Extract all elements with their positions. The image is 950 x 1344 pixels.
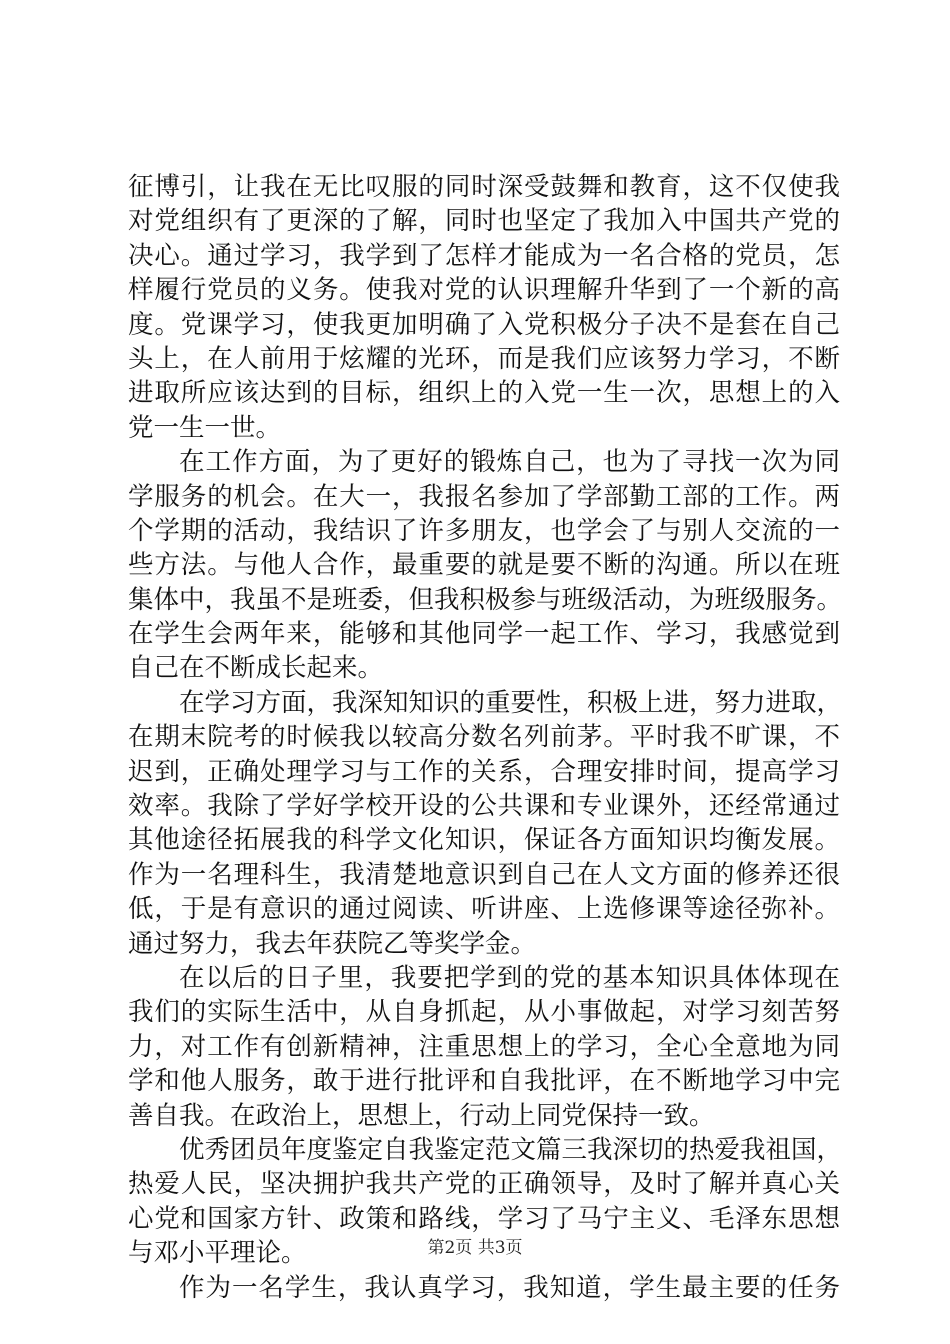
text-line: 征博引，让我在无比叹服的同时深受鼓舞和教育，这不仅使我 bbox=[128, 172, 840, 202]
text-line: 进取所应该达到的目标，组织上的入党一生一次，思想上的入 bbox=[128, 378, 840, 409]
text-line: 在学生会两年来，能够和其他同学一起工作、学习，我感觉到 bbox=[128, 619, 840, 650]
text-line: 低，于是有意识的通过阅读、听讲座、上选修课等途径弥补。 bbox=[128, 894, 840, 925]
text-line: 集体中，我虽不是班委，但我积极参与班级活动，为班级服务。 bbox=[128, 584, 843, 615]
text-line: 在期末院考的时候我以较高分数名列前茅。平时我不旷课，不 bbox=[128, 722, 840, 753]
text-line: 优秀团员年度鉴定自我鉴定范文篇三我深切的热爱我祖国， bbox=[179, 1134, 843, 1165]
document-body bbox=[128, 170, 843, 1305]
text-line: 作为一名学生，我认真学习，我知道，学生最主要的任务 bbox=[179, 1272, 840, 1303]
text-line: 样履行党员的义务。使我对党的认识理解升华到了一个新的高 bbox=[128, 275, 840, 306]
text-line: 学和他人服务，敢于进行批评和自我批评，在不断地学习中完 bbox=[128, 1066, 840, 1097]
text-line: 党一生一世。 bbox=[128, 412, 282, 443]
text-line: 决心。通过学习，我学到了怎样才能成为一名合格的党员，怎 bbox=[128, 240, 840, 271]
text-line: 对党组织有了更深的了解，同时也坚定了我加入中国共产党的 bbox=[128, 206, 840, 237]
text-line: 其他途径拓展我的科学文化知识，保证各方面知识均衡发展。 bbox=[128, 825, 840, 856]
text-line: 些方法。与他人合作，最重要的就是要不断的沟通。所以在班 bbox=[128, 550, 840, 581]
text-line: 心党和国家方针、政策和路线，学习了马宁主义、毛泽东思想 bbox=[128, 1203, 840, 1234]
text-line: 迟到，正确处理学习与工作的关系，合理安排时间，提高学习 bbox=[128, 756, 840, 787]
text-line: 度。党课学习，使我更加明确了入党积极分子决不是套在自己 bbox=[128, 309, 840, 340]
text-line: 在工作方面，为了更好的锻炼自己，也为了寻找一次为同 bbox=[179, 447, 840, 478]
text-line: 在以后的日子里，我要把学到的党的基本知识具体体现在 bbox=[179, 962, 840, 993]
text-line: 学服务的机会。在大一，我报名参加了学部勤工部的工作。两 bbox=[128, 481, 840, 512]
text-line: 善自我。在政治上，思想上，行动上同党保持一致。 bbox=[128, 1100, 715, 1131]
text-line: 自己在不断成长起来。 bbox=[128, 653, 384, 684]
text-line: 热爱人民，坚决拥护我共产党的正确领导，及时了解并真心关 bbox=[128, 1169, 840, 1200]
text-line: 力，对工作有创新精神，注重思想上的学习，全心全意地为同 bbox=[128, 1031, 840, 1062]
text-line: 我们的实际生活中，从自身抓起，从小事做起，对学习刻苦努 bbox=[128, 997, 840, 1028]
text-line: 作为一名理科生，我清楚地意识到自己在人文方面的修养还很 bbox=[128, 859, 840, 890]
page-footer: 第2页 共3页 bbox=[427, 1238, 523, 1258]
text-line: 头上，在人前用于炫耀的光环，而是我们应该努力学习，不断 bbox=[128, 343, 840, 374]
text-line: 通过努力，我去年获院乙等奖学金。 bbox=[128, 928, 537, 959]
text-line: 在学习方面，我深知知识的重要性，积极上进，努力进取， bbox=[179, 687, 843, 718]
text-line: 效率。我除了学好学校开设的公共课和专业课外，还经常通过 bbox=[128, 791, 840, 822]
text-line: 个学期的活动，我结识了许多朋友，也学会了与别人交流的一 bbox=[128, 515, 840, 546]
text-line: 与邓小平理论。 bbox=[128, 1238, 307, 1269]
